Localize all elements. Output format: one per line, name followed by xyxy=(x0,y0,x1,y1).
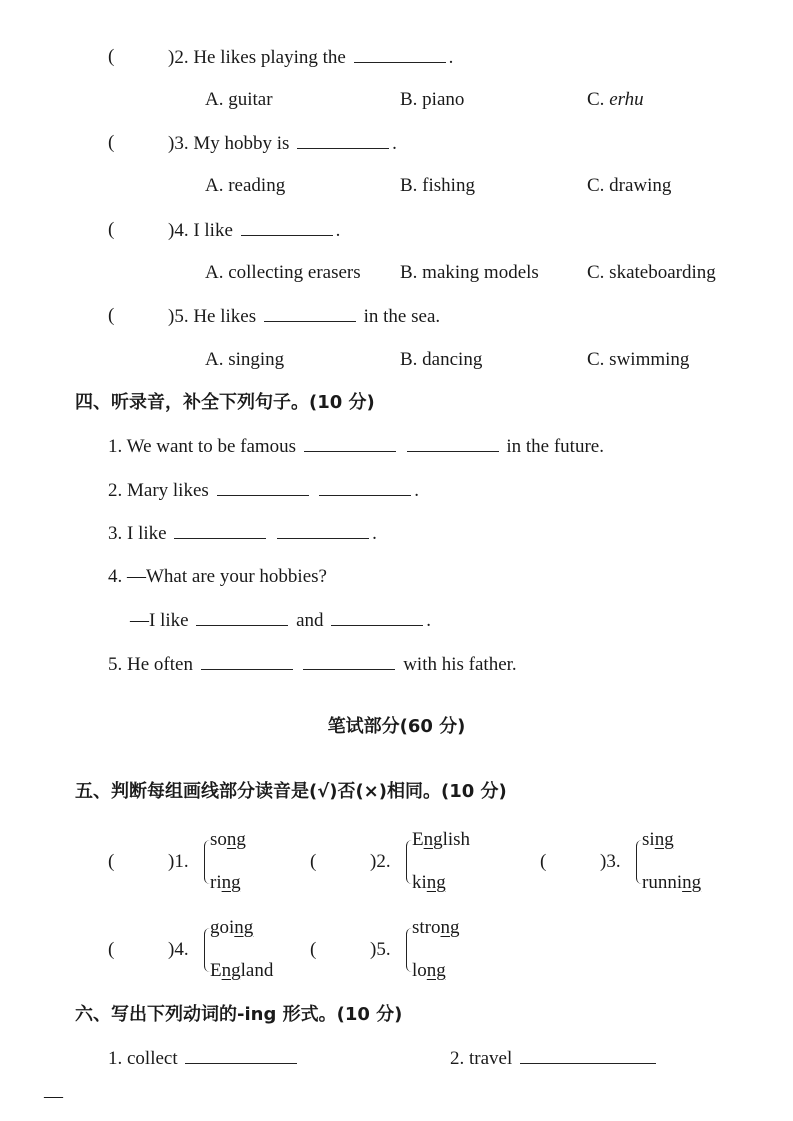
word-part: so xyxy=(210,829,227,850)
ing-item-1 xyxy=(108,1045,300,1071)
answer-blank[interactable] xyxy=(297,130,389,149)
answer-paren[interactable]: ( xyxy=(108,132,115,153)
answer-blank[interactable] xyxy=(354,44,446,63)
item-text-mid: and xyxy=(296,610,324,631)
fill-item-5 xyxy=(108,651,517,677)
item-number: )5. xyxy=(370,939,391,960)
word xyxy=(412,915,460,941)
item-text: 5. He often xyxy=(108,654,193,675)
option-c: C. drawing xyxy=(587,175,672,196)
fill-item-1 xyxy=(108,433,604,459)
word-part: stro xyxy=(412,917,441,938)
word xyxy=(210,915,253,941)
option-b: B. piano xyxy=(400,89,465,110)
option-c: C. skateboarding xyxy=(587,262,716,283)
word xyxy=(412,958,446,984)
answer-blank[interactable] xyxy=(319,477,411,496)
item-number: )1. xyxy=(168,851,189,872)
word-part: ki xyxy=(412,872,427,893)
fill-item-2 xyxy=(108,477,419,503)
word-part: E xyxy=(412,829,424,850)
answer-blank[interactable] xyxy=(174,520,266,539)
underlined-part: ng xyxy=(654,829,674,850)
underlined-part: ng xyxy=(682,872,702,893)
stem-end: . xyxy=(448,47,454,68)
answer-blank[interactable] xyxy=(201,651,293,670)
option-a: A. collecting erasers xyxy=(205,262,361,283)
stem-end: in the sea. xyxy=(363,306,441,327)
item-number: )3. xyxy=(600,851,621,872)
item-text-end: . xyxy=(426,610,432,631)
word-part: lo xyxy=(412,960,427,981)
footer-mark: — xyxy=(44,1086,63,1107)
item-text: 1. We want to be famous xyxy=(108,436,297,457)
answer-paren[interactable]: ( xyxy=(310,851,317,872)
underlined-part: ng xyxy=(423,829,443,850)
option-c-text: erhu xyxy=(609,89,644,110)
underlined-part: ng xyxy=(234,917,254,938)
item-text: 2. Mary likes xyxy=(108,480,209,501)
item-text-end: in the future. xyxy=(506,436,604,457)
item-number: )4. xyxy=(168,939,189,960)
item-text: 3. I like xyxy=(108,523,167,544)
underlined-part: ng xyxy=(440,917,460,938)
question-number: 5. xyxy=(174,306,189,327)
section-4-heading: 四、听录音，补全下列句子。(10 分) xyxy=(75,392,375,413)
underlined-part: ng xyxy=(221,960,241,981)
ing-item-2 xyxy=(450,1045,659,1071)
underlined-part: ng xyxy=(226,829,246,850)
question-stem: He likes playing the xyxy=(193,47,346,68)
written-part-title: 笔试部分(60 分) xyxy=(327,716,466,737)
section-5-heading: 五、判断每组画线部分读音是(√)否(×)相同。(10 分) xyxy=(75,781,507,802)
underlined-part: ng xyxy=(426,872,446,893)
answer-blank[interactable] xyxy=(196,607,288,626)
question-stem: He likes xyxy=(193,306,257,327)
answer-blank[interactable] xyxy=(264,303,356,322)
word xyxy=(210,870,241,896)
underlined-part: ng xyxy=(221,872,241,893)
answer-paren[interactable]: ( xyxy=(540,851,547,872)
answer-blank[interactable] xyxy=(185,1045,297,1064)
option-c-label: C. xyxy=(587,89,610,110)
answer-paren[interactable]: ( xyxy=(108,219,115,240)
fill-item-3 xyxy=(108,520,377,546)
question-stem: My hobby is xyxy=(193,133,290,154)
word-part: E xyxy=(210,960,222,981)
answer-paren[interactable]: ( xyxy=(108,46,115,67)
word xyxy=(412,827,470,853)
item-text: 2. travel xyxy=(450,1048,513,1069)
word xyxy=(210,958,273,984)
answer-paren[interactable]: ( xyxy=(310,939,317,960)
item-number: )2. xyxy=(370,851,391,872)
question-number: 4. xyxy=(174,220,189,241)
word-part: goi xyxy=(210,917,235,938)
answer-paren[interactable]: ( xyxy=(108,305,115,326)
option-b: B. fishing xyxy=(400,175,475,196)
answer-paren[interactable]: ( xyxy=(108,851,115,872)
fill-item-4-answer xyxy=(130,607,431,633)
answer-blank[interactable] xyxy=(331,607,423,626)
answer-blank[interactable] xyxy=(407,433,499,452)
underlined-part: ng xyxy=(426,960,446,981)
item-text: 1. collect xyxy=(108,1048,178,1069)
option-a: A. singing xyxy=(205,349,285,370)
answer-blank[interactable] xyxy=(303,651,395,670)
item-text-end: . xyxy=(414,480,420,501)
option-a: A. guitar xyxy=(205,89,273,110)
question-number: 3. xyxy=(174,133,189,154)
question-stem: I like xyxy=(193,220,233,241)
answer-blank[interactable] xyxy=(217,477,309,496)
stem-end: . xyxy=(392,133,397,154)
question-number: 2. xyxy=(174,47,189,68)
fill-item-4-question: 4. —What are your hobbies? xyxy=(108,566,327,587)
answer-blank[interactable] xyxy=(277,520,369,539)
item-text-end: with his father. xyxy=(403,654,517,675)
word-part: ri xyxy=(210,872,222,893)
answer-blank[interactable] xyxy=(241,217,333,236)
option-c xyxy=(587,87,644,113)
option-c: C. swimming xyxy=(587,349,690,370)
word-part: lish xyxy=(442,829,471,850)
option-a: A. reading xyxy=(205,175,286,196)
word-part: si xyxy=(642,829,655,850)
stem-end: . xyxy=(335,220,341,241)
item-text-end: . xyxy=(372,523,377,544)
item-text: —I like xyxy=(130,610,189,631)
section-6-heading: 六、写出下列动词的-ing 形式。(10 分) xyxy=(75,1004,403,1025)
word xyxy=(642,827,674,853)
option-b: B. making models xyxy=(400,262,539,283)
answer-paren[interactable]: ( xyxy=(108,939,115,960)
word xyxy=(210,827,246,853)
word-part: runni xyxy=(642,872,683,893)
word-part: land xyxy=(240,960,274,981)
word xyxy=(642,870,701,896)
answer-blank[interactable] xyxy=(520,1045,656,1064)
word xyxy=(412,870,446,896)
option-b: B. dancing xyxy=(400,349,483,370)
answer-blank[interactable] xyxy=(304,433,396,452)
